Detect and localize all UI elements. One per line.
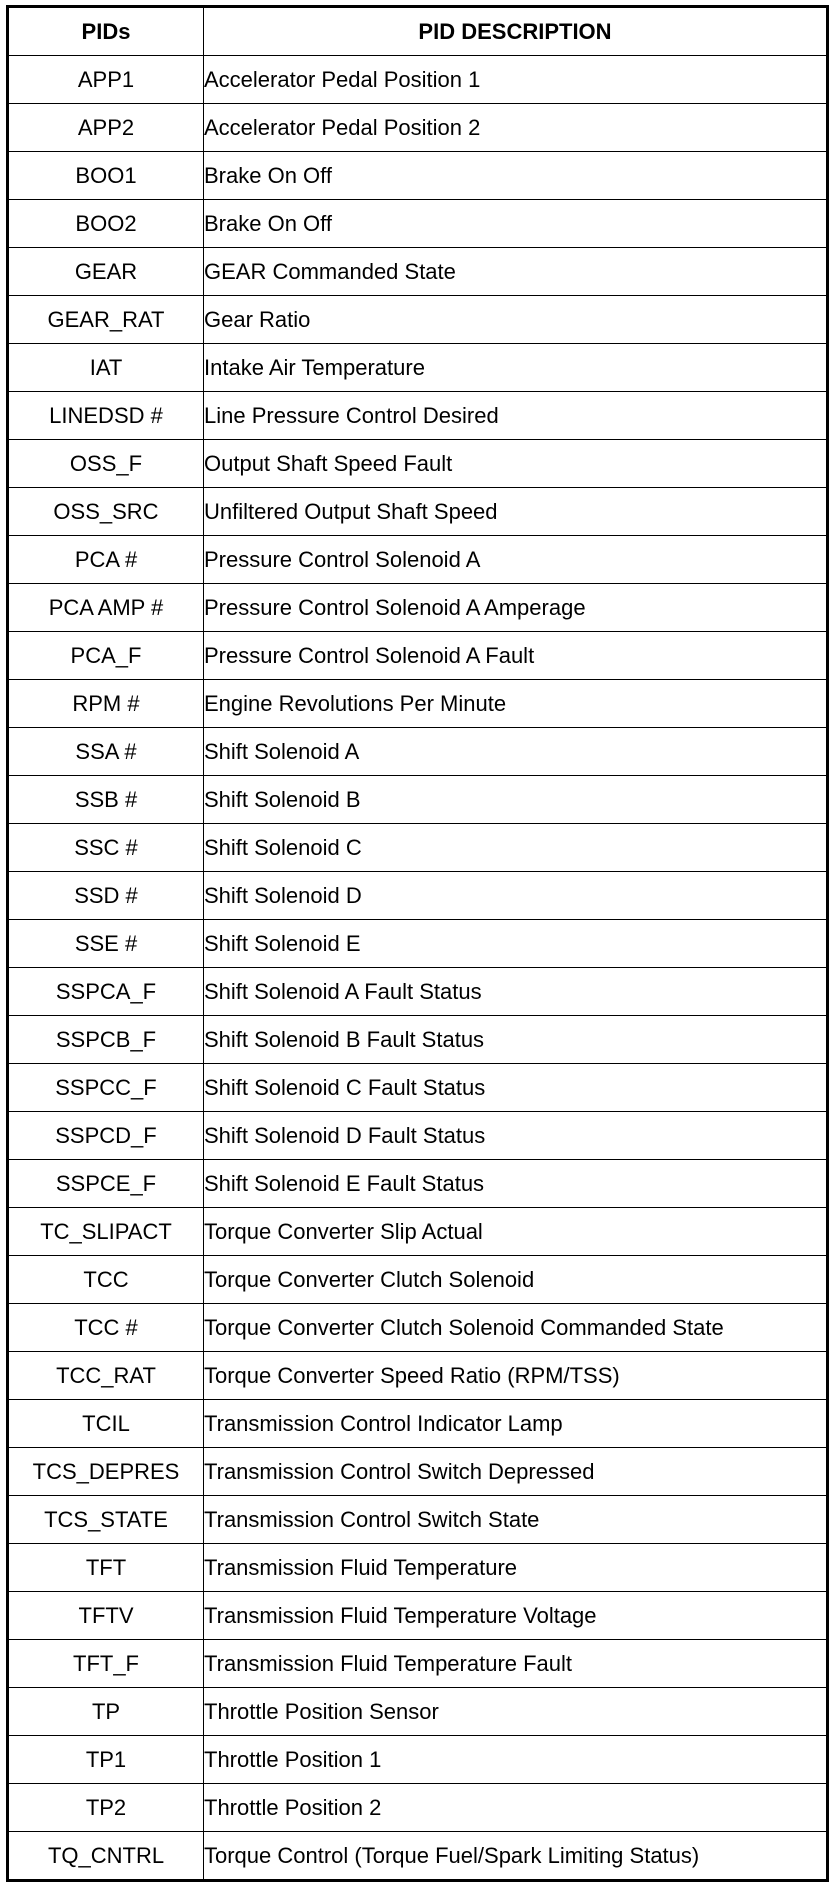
description-cell: Torque Converter Speed Ratio (RPM/TSS) xyxy=(204,1352,828,1400)
table-row xyxy=(8,1016,828,1064)
description-cell: Shift Solenoid E xyxy=(204,920,828,968)
table-row xyxy=(8,824,828,872)
pid-cell: GEAR xyxy=(8,248,204,296)
table-row xyxy=(8,440,828,488)
pid-cell: IAT xyxy=(8,344,204,392)
table-row xyxy=(8,1064,828,1112)
table-row xyxy=(8,1784,828,1832)
description-cell: Accelerator Pedal Position 1 xyxy=(204,56,828,104)
table-row xyxy=(8,1688,828,1736)
pid-cell: APP2 xyxy=(8,104,204,152)
description-cell: Transmission Fluid Temperature xyxy=(204,1544,828,1592)
description-cell: Throttle Position Sensor xyxy=(204,1688,828,1736)
pid-cell: TCC xyxy=(8,1256,204,1304)
description-cell: Pressure Control Solenoid A xyxy=(204,536,828,584)
pid-cell: TP xyxy=(8,1688,204,1736)
pid-cell: RPM # xyxy=(8,680,204,728)
description-cell: Gear Ratio xyxy=(204,296,828,344)
description-cell: Accelerator Pedal Position 2 xyxy=(204,104,828,152)
pid-cell: OSS_SRC xyxy=(8,488,204,536)
description-cell: Pressure Control Solenoid A Amperage xyxy=(204,584,828,632)
table-row xyxy=(8,56,828,104)
description-column-header: PID DESCRIPTION xyxy=(204,7,828,56)
pid-cell: TCC_RAT xyxy=(8,1352,204,1400)
pid-cell: SSE # xyxy=(8,920,204,968)
table-row xyxy=(8,584,828,632)
table-row xyxy=(8,152,828,200)
pid-cell: SSPCB_F xyxy=(8,1016,204,1064)
table-row xyxy=(8,680,828,728)
pid-cell: SSPCD_F xyxy=(8,1112,204,1160)
description-cell: Transmission Fluid Temperature Fault xyxy=(204,1640,828,1688)
pid-cell: TP1 xyxy=(8,1736,204,1784)
pid-cell: PCA AMP # xyxy=(8,584,204,632)
pid-cell: SSPCE_F xyxy=(8,1160,204,1208)
description-cell: Shift Solenoid B Fault Status xyxy=(204,1016,828,1064)
description-cell: Shift Solenoid D xyxy=(204,872,828,920)
description-cell: Shift Solenoid E Fault Status xyxy=(204,1160,828,1208)
table-row xyxy=(8,200,828,248)
description-cell: Torque Converter Slip Actual xyxy=(204,1208,828,1256)
description-cell: Torque Control (Torque Fuel/Spark Limiting Status) xyxy=(204,1832,828,1881)
pid-cell: TP2 xyxy=(8,1784,204,1832)
description-cell: Unfiltered Output Shaft Speed xyxy=(204,488,828,536)
table-body xyxy=(8,56,828,1881)
description-cell: Transmission Fluid Temperature Voltage xyxy=(204,1592,828,1640)
description-cell: Engine Revolutions Per Minute xyxy=(204,680,828,728)
pid-cell: APP1 xyxy=(8,56,204,104)
description-cell: Shift Solenoid B xyxy=(204,776,828,824)
pid-cell: SSB # xyxy=(8,776,204,824)
table-row xyxy=(8,968,828,1016)
pid-cell: TCC # xyxy=(8,1304,204,1352)
description-cell: Throttle Position 1 xyxy=(204,1736,828,1784)
description-cell: Brake On Off xyxy=(204,200,828,248)
pid-cell: GEAR_RAT xyxy=(8,296,204,344)
description-cell: Transmission Control Switch Depressed xyxy=(204,1448,828,1496)
header-row xyxy=(8,7,828,56)
pid-column-header: PIDs xyxy=(8,7,204,56)
table-row xyxy=(8,488,828,536)
table-row xyxy=(8,776,828,824)
description-cell: GEAR Commanded State xyxy=(204,248,828,296)
table-row xyxy=(8,920,828,968)
pid-cell: SSPCC_F xyxy=(8,1064,204,1112)
description-cell: Transmission Control Indicator Lamp xyxy=(204,1400,828,1448)
description-cell: Shift Solenoid A Fault Status xyxy=(204,968,828,1016)
table-row xyxy=(8,1160,828,1208)
pid-cell: TCIL xyxy=(8,1400,204,1448)
table-row xyxy=(8,1304,828,1352)
pid-cell: SSA # xyxy=(8,728,204,776)
table-row xyxy=(8,1208,828,1256)
pid-cell: TC_SLIPACT xyxy=(8,1208,204,1256)
table-header xyxy=(8,7,828,56)
description-cell: Transmission Control Switch State xyxy=(204,1496,828,1544)
table-row xyxy=(8,1448,828,1496)
table-row xyxy=(8,392,828,440)
pid-cell: PCA_F xyxy=(8,632,204,680)
table-row xyxy=(8,1592,828,1640)
pid-cell: TFT_F xyxy=(8,1640,204,1688)
table-row xyxy=(8,632,828,680)
pid-cell: TFTV xyxy=(8,1592,204,1640)
table-row xyxy=(8,344,828,392)
table-row xyxy=(8,248,828,296)
pid-cell: SSPCA_F xyxy=(8,968,204,1016)
table-row xyxy=(8,1400,828,1448)
description-cell: Line Pressure Control Desired xyxy=(204,392,828,440)
table-row xyxy=(8,536,828,584)
description-cell: Shift Solenoid A xyxy=(204,728,828,776)
table-row xyxy=(8,872,828,920)
description-cell: Brake On Off xyxy=(204,152,828,200)
pid-cell: BOO2 xyxy=(8,200,204,248)
pid-cell: LINEDSD # xyxy=(8,392,204,440)
table-row xyxy=(8,1544,828,1592)
table-row xyxy=(8,296,828,344)
description-cell: Pressure Control Solenoid A Fault xyxy=(204,632,828,680)
table-row xyxy=(8,104,828,152)
description-cell: Throttle Position 2 xyxy=(204,1784,828,1832)
table-row xyxy=(8,1112,828,1160)
pid-cell: TQ_CNTRL xyxy=(8,1832,204,1881)
table-row xyxy=(8,1352,828,1400)
pid-cell: SSD # xyxy=(8,872,204,920)
table-row xyxy=(8,1640,828,1688)
pid-cell: TCS_STATE xyxy=(8,1496,204,1544)
table-row xyxy=(8,1736,828,1784)
table-row xyxy=(8,1832,828,1881)
pid-cell: SSC # xyxy=(8,824,204,872)
pid-cell: PCA # xyxy=(8,536,204,584)
table-row xyxy=(8,728,828,776)
description-cell: Intake Air Temperature xyxy=(204,344,828,392)
pid-cell: OSS_F xyxy=(8,440,204,488)
pid-cell: TFT xyxy=(8,1544,204,1592)
table-row xyxy=(8,1256,828,1304)
description-cell: Torque Converter Clutch Solenoid Commanded State xyxy=(204,1304,828,1352)
table-row xyxy=(8,1496,828,1544)
pid-table xyxy=(6,5,829,1882)
description-cell: Shift Solenoid C Fault Status xyxy=(204,1064,828,1112)
description-cell: Shift Solenoid D Fault Status xyxy=(204,1112,828,1160)
description-cell: Output Shaft Speed Fault xyxy=(204,440,828,488)
description-cell: Shift Solenoid C xyxy=(204,824,828,872)
description-cell: Torque Converter Clutch Solenoid xyxy=(204,1256,828,1304)
pid-cell: BOO1 xyxy=(8,152,204,200)
pid-table-container xyxy=(6,5,826,1882)
pid-cell: TCS_DEPRES xyxy=(8,1448,204,1496)
